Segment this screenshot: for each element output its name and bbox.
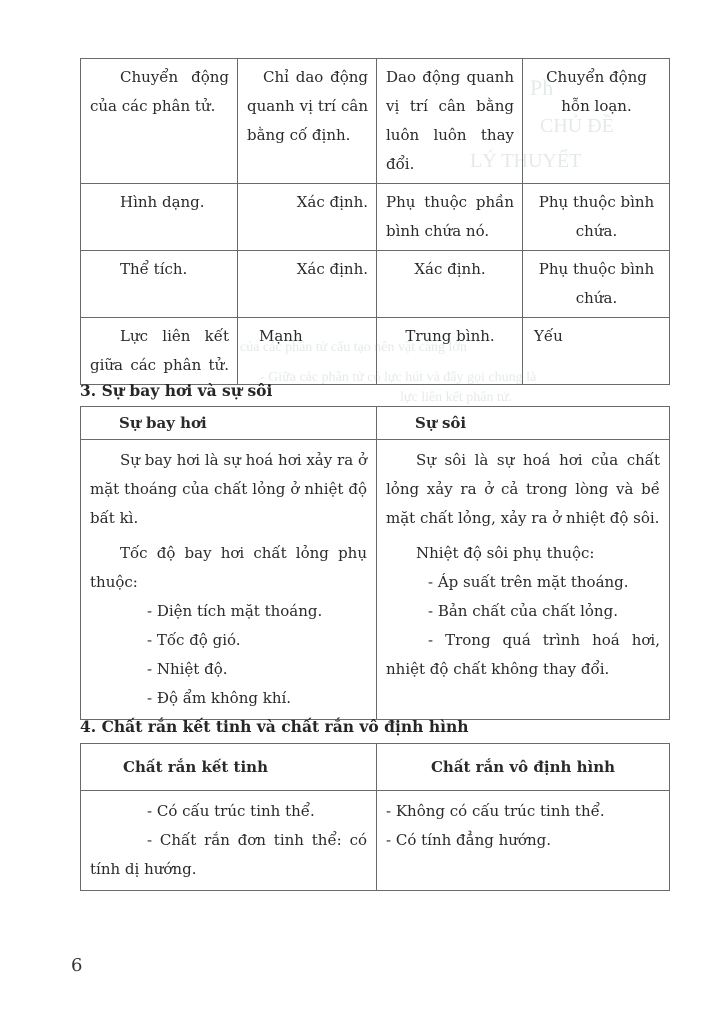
table-row [81, 184, 670, 251]
bleed-through-text: lực liên kết phân tử. [400, 390, 512, 405]
solid-cell [238, 59, 377, 184]
bleed-through-text: CHỦ ĐỀ [540, 115, 614, 137]
liquid-cell [377, 184, 523, 251]
cell-text: Dao động quanh vị trí cân bằng luôn luôn thay đổi. [386, 68, 514, 173]
property-cell [81, 251, 238, 318]
liquid-cell [377, 318, 523, 385]
property-cell [81, 318, 238, 385]
cell-text: Lực liên kết giữa các phân tử. [90, 327, 229, 374]
liquid-cell [377, 59, 523, 184]
list-item: - Bản chất của chất lỏng. [428, 602, 618, 620]
page-number: 6 [71, 955, 83, 976]
section-heading: 3. Sự bay hơi và sự sôi [80, 381, 273, 400]
list-item: - Diện tích mặt thoáng. [147, 602, 323, 620]
solid-cell [238, 318, 377, 385]
bleed-through-text: - Giữa các phân tử có lực hút và đẩy gọi chung là [260, 370, 537, 385]
list-item: - Tốc độ gió. [147, 631, 241, 649]
table-row [81, 791, 670, 891]
gas-cell [523, 318, 670, 385]
property-cell [81, 184, 238, 251]
table-row [81, 59, 670, 184]
liquid-cell [377, 251, 523, 318]
list-item: - Không có cấu trúc tinh thể. [386, 802, 605, 820]
table-row [81, 318, 670, 385]
bleed-through-text: LÝ THUYẾT [470, 150, 582, 172]
property-cell [81, 59, 238, 184]
gas-cell [523, 251, 670, 318]
solid-cell [238, 184, 377, 251]
list-item: - Nhiệt độ. [147, 660, 228, 678]
amorphous-cell [377, 791, 670, 891]
bleed-through-text: Ph [530, 75, 554, 100]
table-row [81, 251, 670, 318]
list-item: - Áp suất trên mặt thoáng. [428, 573, 629, 591]
cell-text: Chỉ dao động quanh vị trí cân bằng cố định. [247, 68, 368, 144]
cell-text: Thể tích. [120, 260, 188, 278]
column-header: Chất rắn kết tinh [81, 744, 377, 791]
list-item: - Độ ẩm không khí. [147, 689, 292, 707]
cell-text: Trung bình. [405, 327, 495, 345]
cell-text: Yếu [534, 327, 563, 345]
boiling-note: - Trong quá trình hoá hơi, nhiệt độ chất không thay đổi. [386, 631, 660, 678]
column-header: Sự bay hơi [81, 407, 377, 440]
table-row [81, 440, 670, 720]
boiling-cell [377, 440, 670, 720]
table-header-row [81, 744, 670, 791]
cell-text: Chuyển động hỗn loạn. [546, 68, 647, 115]
crystalline-amorphous-table [80, 743, 670, 891]
boiling-factors-intro: Nhiệt độ sôi phụ thuộc: [416, 544, 595, 562]
cell-text: Phụ thuộc phần bình chứa nó. [386, 193, 514, 240]
cell-text: Xác định. [296, 193, 368, 211]
bleed-through-text: của các phân tử cấu tạo nên vật càng lớn [240, 340, 467, 355]
cell-text: Xác định. [414, 260, 486, 278]
list-item: - Chất rắn đơn tinh thể: có tính dị hướng. [90, 831, 367, 878]
column-header: Chất rắn vô định hình [377, 744, 670, 791]
solid-cell [238, 251, 377, 318]
cell-text: Phụ thuộc bình chứa. [538, 193, 655, 240]
table-header-row [81, 407, 670, 440]
list-item: - Có cấu trúc tinh thể. [147, 802, 315, 820]
section-heading: 4. Chất rắn kết tinh và chất rắn vô định hình [80, 717, 469, 736]
evaporation-cell [81, 440, 377, 720]
cell-text: Hình dạng. [120, 193, 205, 211]
boiling-definition: Sự sôi là sự hoá hơi của chất lỏng xảy ra ở cả trong lòng và bề mặt chất lỏng, xảy ra ở nhiệt độ sôi. [386, 451, 660, 527]
cell-text: Chuyển động của các phân tử. [90, 68, 229, 115]
cell-text: Mạnh [259, 327, 303, 345]
crystalline-cell [81, 791, 377, 891]
gas-cell [523, 59, 670, 184]
cell-text: Phụ thuộc bình chứa. [538, 260, 655, 307]
evaporation-boiling-table [80, 406, 670, 720]
evaporation-definition: Sự bay hơi là sự hoá hơi xảy ra ở mặt thoáng của chất lỏng ở nhiệt độ bất kì. [90, 451, 367, 527]
evaporation-factors-intro: Tốc độ bay hơi chất lỏng phụ thuộc: [90, 544, 367, 591]
cell-text: Xác định. [296, 260, 368, 278]
list-item: - Có tính đẳng hướng. [386, 831, 551, 849]
gas-cell [523, 184, 670, 251]
states-comparison-table [80, 58, 670, 385]
column-header: Sự sôi [377, 407, 670, 440]
